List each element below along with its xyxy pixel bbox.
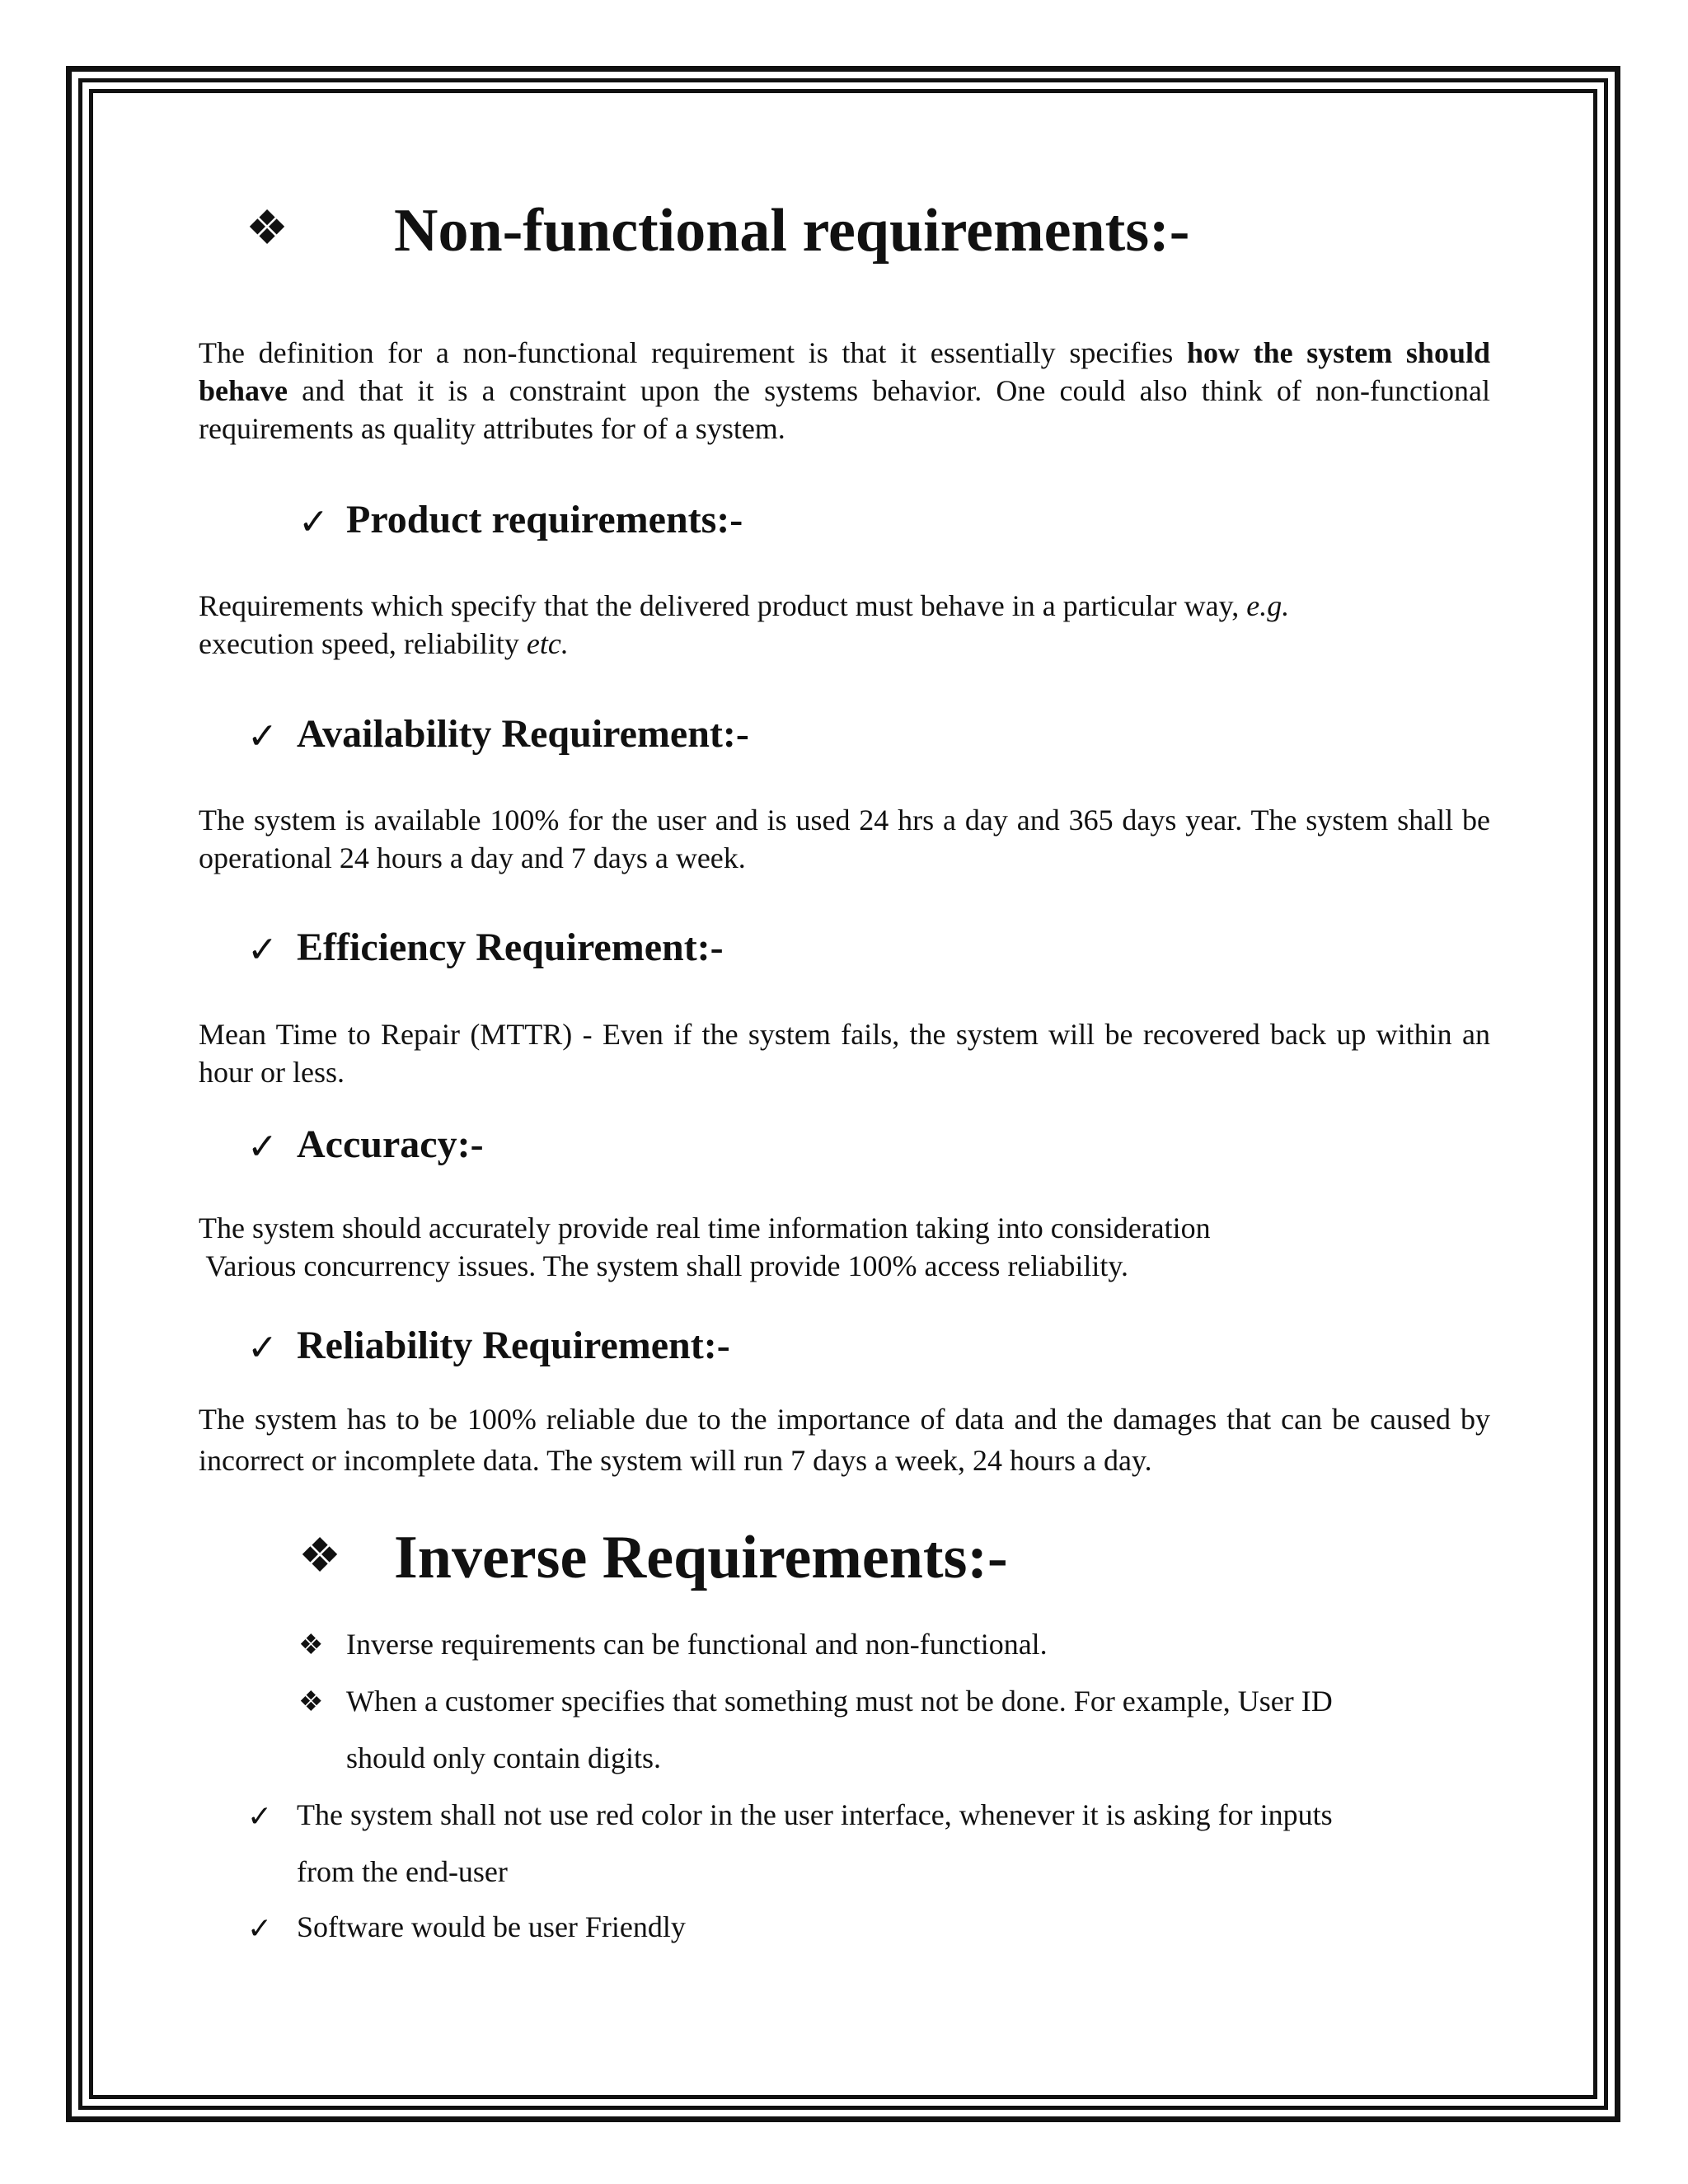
- checkmark-icon: ✓: [298, 502, 329, 542]
- product-italic-etc: etc.: [526, 627, 569, 660]
- diamond-bullet-icon: ❖: [246, 201, 288, 255]
- inverse-item-3-line-2: from the end-user: [297, 1855, 508, 1888]
- diamond-bullet-icon: ❖: [298, 1529, 341, 1582]
- accuracy-line-1: The system should accurately provide real time information taking into consideration: [199, 1212, 1211, 1244]
- checkmark-icon: ✓: [247, 1800, 273, 1833]
- intro-bold-text: how the system should behave: [199, 336, 1490, 407]
- product-text: [199, 587, 1490, 663]
- checkmark-icon: ✓: [247, 716, 278, 757]
- inverse-item-2-line-1: When a customer specifies that something must not be done. For example, User ID: [346, 1685, 1333, 1718]
- accuracy-line-2: Various concurrency issues. The system shall provide 100% access reliability.: [199, 1249, 1129, 1282]
- checkmark-icon: ✓: [247, 1328, 278, 1368]
- subsection-title-efficiency: Efficiency Requirement:-: [297, 926, 724, 969]
- intro-text-1: The definition for a non-functional requirement is that it essentially specifies: [199, 336, 1187, 369]
- inverse-item-4: Software would be user Friendly: [297, 1910, 686, 1943]
- checkmark-icon: ✓: [247, 1127, 278, 1167]
- checkmark-icon: ✓: [247, 1912, 273, 1945]
- accuracy-text: [199, 1209, 1490, 1285]
- section-title-nonfunctional: Non-functional requirements:-: [394, 197, 1190, 265]
- subsection-title-availability: Availability Requirement:-: [297, 712, 749, 756]
- efficiency-text: Mean Time to Repair (MTTR) - Even if the system fails, the system will be recovered back up within an hour or less.: [199, 1018, 1490, 1089]
- inverse-item-3-line-1: The system shall not use red color in the user interface, whenever it is asking for inputs: [297, 1798, 1333, 1831]
- subsection-title-accuracy: Accuracy:-: [297, 1122, 484, 1166]
- product-text-2: execution speed, reliability: [199, 627, 527, 660]
- checkmark-icon: ✓: [247, 930, 278, 970]
- subsection-title-reliability: Reliability Requirement:-: [297, 1324, 730, 1367]
- diamond-bullet-icon: ❖: [298, 1687, 324, 1718]
- inverse-item-2-line-2: should only contain digits.: [346, 1741, 661, 1774]
- inverse-item-1: Inverse requirements can be functional and non-functional.: [346, 1628, 1048, 1661]
- diamond-bullet-icon: ❖: [298, 1630, 324, 1661]
- availability-text: The system is available 100% for the user and is used 24 hrs a day and 365 days year. The system shall be operational 24 hours a day and 7 days a week.: [199, 804, 1490, 874]
- reliability-text: The system has to be 100% reliable due to the importance of data and the damages that can be caused by incorrect or incomplete data. The system will run 7 days a week, 24 hours a day.: [199, 1403, 1490, 1477]
- section-title-inverse: Inverse Requirements:-: [394, 1524, 1008, 1591]
- intro-text-2: and that it is a constraint upon the systems behavior. One could also think of non-functional requirements as quality attributes for of a system.: [199, 374, 1490, 445]
- subsection-title-product: Product requirements:-: [346, 498, 743, 541]
- nonfunctional-intro: [199, 334, 1490, 448]
- product-text-1: Requirements which specify that the delivered product must behave in a particular way,: [199, 589, 1247, 622]
- product-italic-eg: e.g.: [1246, 589, 1290, 622]
